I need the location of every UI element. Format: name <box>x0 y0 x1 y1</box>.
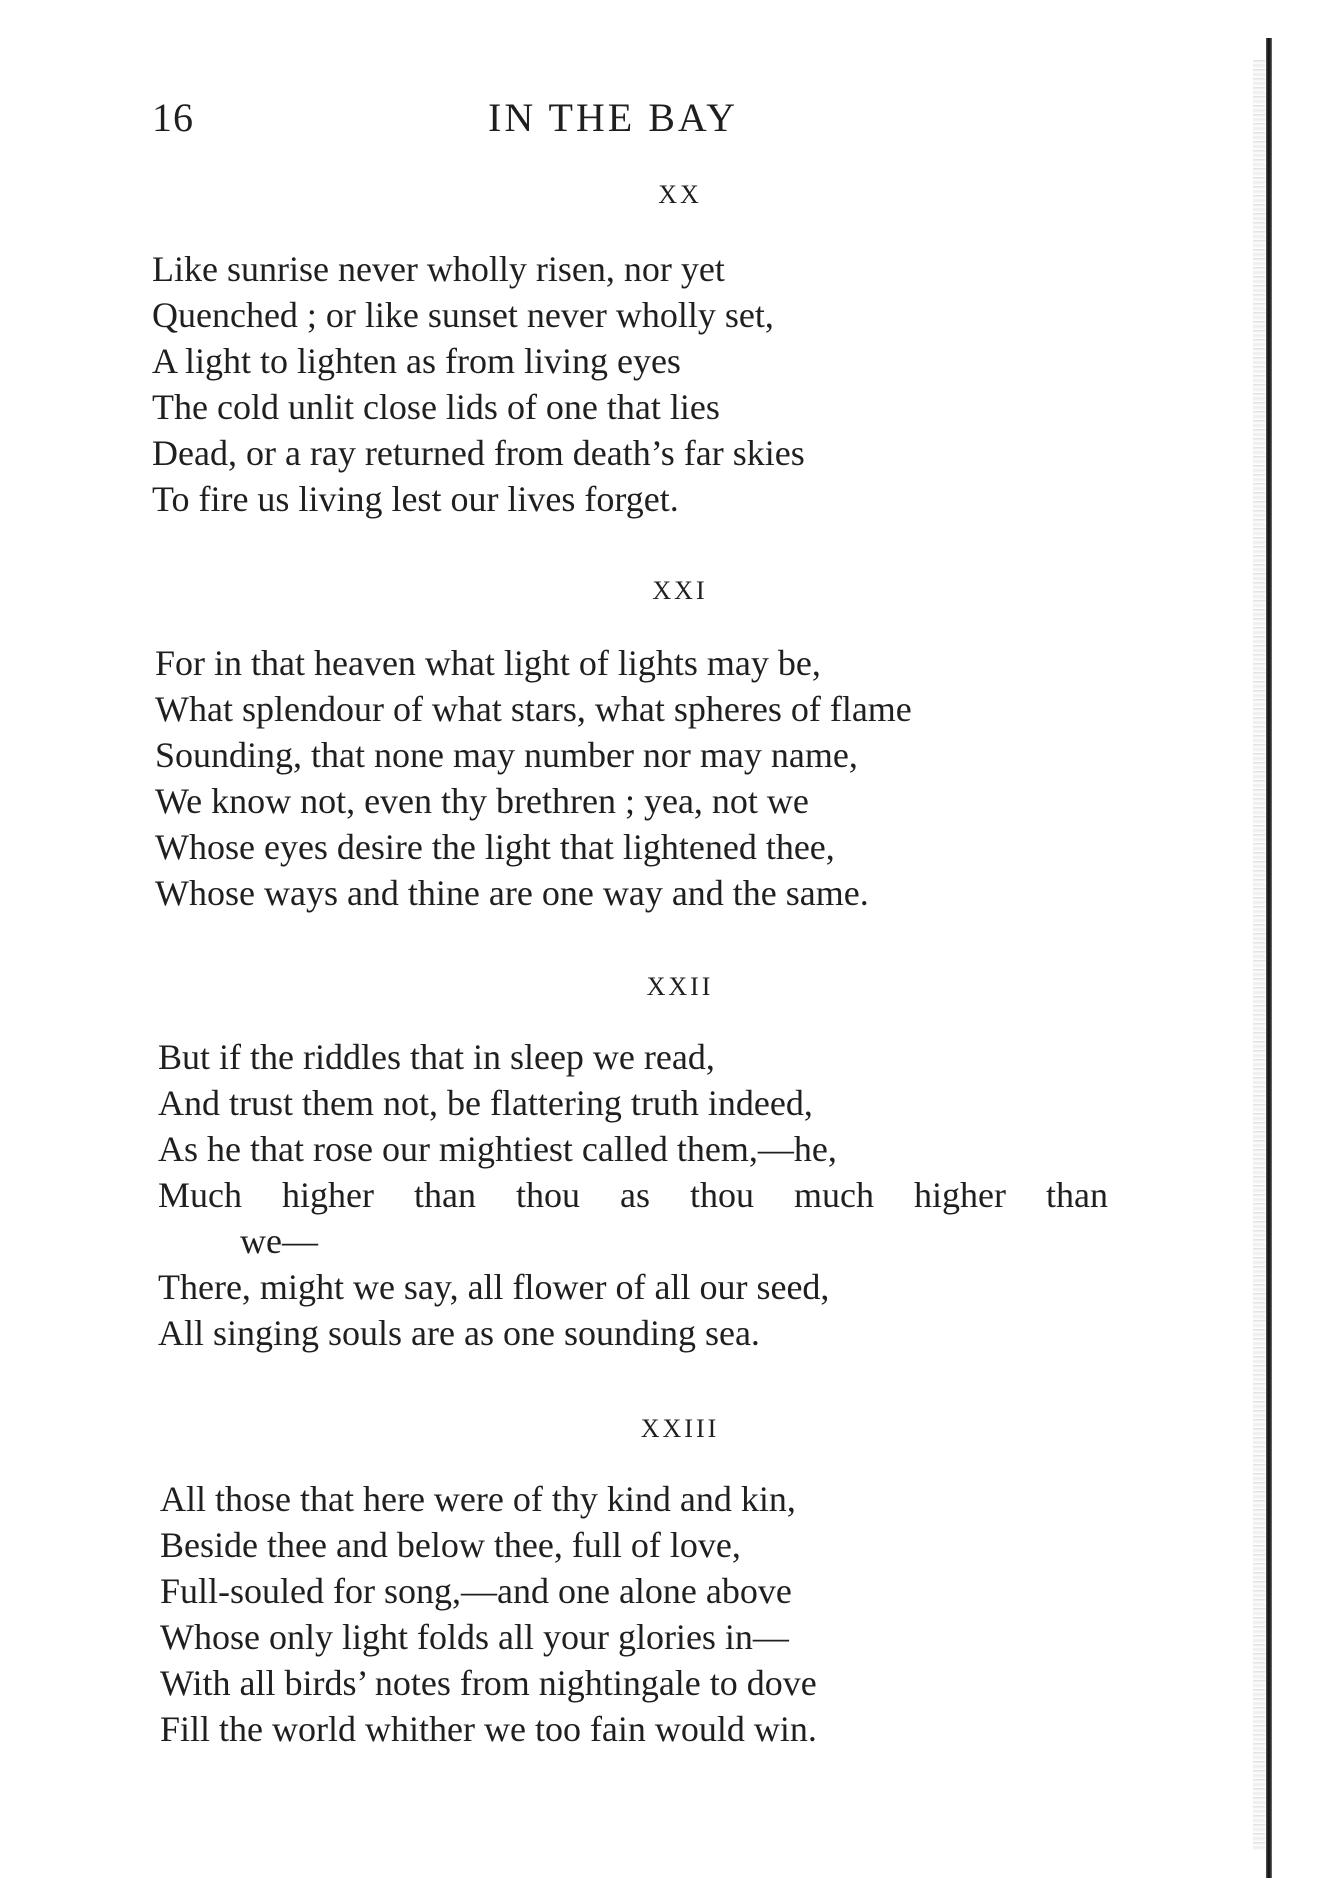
verse-line: All singing souls are as one sounding sea. <box>158 1313 760 1353</box>
verse-line: The cold unlit close lids of one that lies <box>152 387 720 427</box>
verse-line: All those that here were of thy kind and kin, <box>160 1479 796 1519</box>
verse-line: But if the riddles that in sleep we read, <box>158 1037 715 1077</box>
verse-line: A light to lighten as from living eyes <box>152 341 681 381</box>
verse-line: Whose ways and thine are one way and the same. <box>155 873 869 913</box>
stanza-numeral: XXII <box>646 972 714 1001</box>
verse-line: For in that heaven what light of lights may be, <box>155 643 821 683</box>
verse-line: Quenched ; or like sunset never wholly set, <box>152 295 774 335</box>
verse-line: Dead, or a ray returned from death’s far skies <box>152 433 805 473</box>
verse-line: What splendour of what stars, what spheres of flame <box>155 689 912 729</box>
verse-line: Sounding, that none may number nor may name, <box>155 735 858 775</box>
stanza-lines <box>160 1476 817 1752</box>
verse-line: Whose eyes desire the light that lightened thee, <box>155 827 835 867</box>
stanza-numeral: XXIII <box>640 1414 720 1443</box>
verse-line: Beside thee and below thee, full of love, <box>160 1525 741 1565</box>
verse-line: Whose only light folds all your glories in— <box>160 1617 789 1657</box>
verse-line: Fill the world whither we too fain would win. <box>160 1709 817 1749</box>
verse-line: We know not, even thy brethren ; yea, not we <box>155 781 809 821</box>
verse-line: To fire us living lest our lives forget. <box>152 479 679 519</box>
page-edge-shadow <box>1266 38 1272 1878</box>
verse-line: Like sunrise never wholly risen, nor yet <box>152 249 725 289</box>
running-title: IN THE BAY <box>488 95 739 140</box>
page-edge-speckle <box>1253 60 1265 1850</box>
stanza-numeral: XX <box>658 180 702 209</box>
verse-line: Much higher than thou as thou much higher than <box>158 1175 1108 1215</box>
verse-line-turnover: we— <box>240 1221 318 1261</box>
stanza-numeral: XXI <box>652 576 708 605</box>
verse-line: With all birds’ notes from nightingale to dove <box>160 1663 817 1703</box>
verse-line: And trust them not, be flattering truth indeed, <box>158 1083 813 1123</box>
stanza-lines <box>152 246 805 522</box>
verse-line: As he that rose our mightiest called them,—he, <box>158 1129 837 1169</box>
verse-line: There, might we say, all flower of all our seed, <box>158 1267 830 1307</box>
page-number: 16 <box>152 95 194 140</box>
stanza-lines <box>158 1034 1108 1356</box>
verse-line: Full-souled for song,—and one alone above <box>160 1571 792 1611</box>
stanza-lines <box>155 640 912 916</box>
